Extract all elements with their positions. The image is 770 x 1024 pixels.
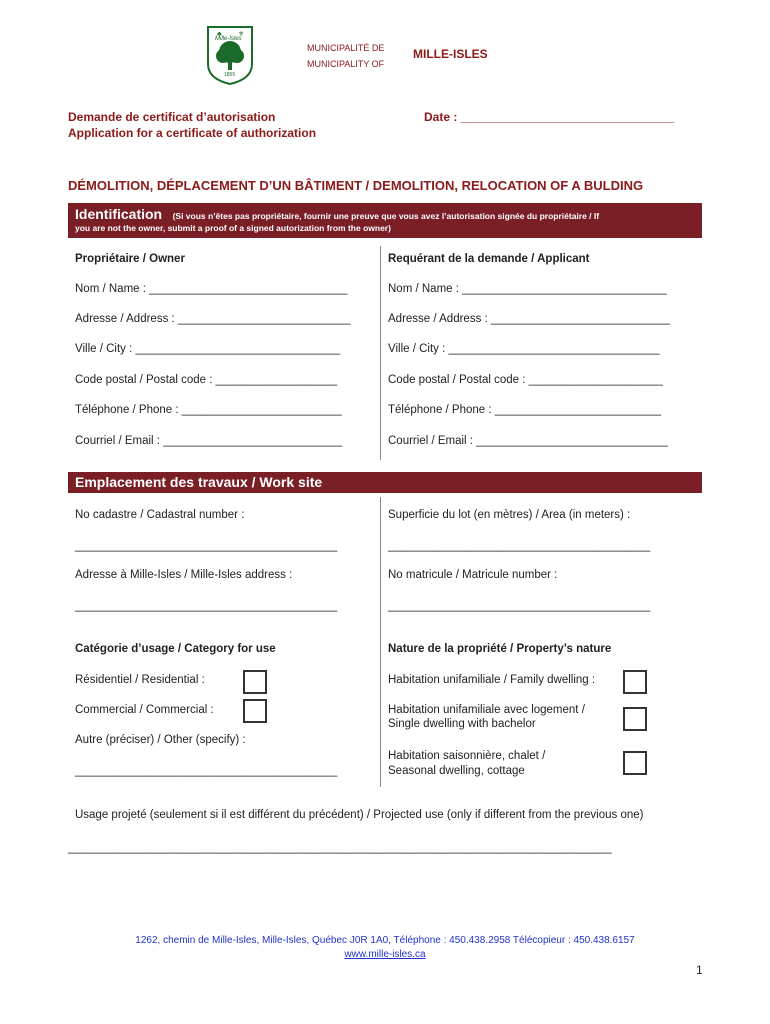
seasonal-checkbox[interactable] (623, 751, 647, 775)
bachelor-label-1: Habitation unifamiliale avec logement / (388, 704, 585, 716)
bachelor-label-2: Single dwelling with bachelor (388, 718, 536, 730)
municipality-label-en: MUNICIPALITY OF (307, 59, 385, 69)
worksite-divider (380, 497, 381, 787)
logo-text: Mille-Isles (215, 36, 242, 42)
area-label: Superficie du lot (en mètres) / Area (in meters) : (388, 509, 631, 521)
family-dwelling-checkbox[interactable] (623, 670, 647, 694)
nature-heading: Nature de la propriété / Property’s nature (388, 643, 612, 655)
applicant-city-field[interactable]: Ville / City : _________________________________ (388, 343, 660, 355)
bachelor-checkbox[interactable] (623, 707, 647, 731)
svg-text:⚜: ⚜ (238, 31, 245, 38)
category-heading: Catégorie d’usage / Category for use (75, 643, 276, 655)
request-title-fr: Demande de certificat d’autorisation (68, 110, 276, 124)
residential-checkbox[interactable] (243, 670, 267, 694)
seasonal-label-1: Habitation saisonnière, chalet / (388, 750, 546, 762)
footer-website-link[interactable] (0, 949, 770, 960)
logo-year: 1855 (224, 72, 236, 78)
request-title-en: Application for a certificate of authorization (68, 126, 317, 140)
applicant-phone-field[interactable]: Téléphone / Phone : __________________________ (388, 404, 662, 416)
municipality-name: MILLE-ISLES (413, 47, 488, 61)
identification-divider (380, 246, 381, 460)
site-address-label: Adresse à Mille-Isles / Mille-Isles address : (75, 569, 293, 581)
matricule-label: No matricule / Matricule number : (388, 569, 558, 581)
commercial-label: Commercial / Commercial : (75, 704, 214, 716)
worksite-title: Emplacement des travaux / Work site (75, 474, 323, 490)
municipality-logo (205, 24, 255, 86)
identification-note-2: you are not the owner, submit a proof of a signed autorization from the owner) (75, 223, 391, 233)
footer-website[interactable]: www.mille-isles.ca (344, 949, 426, 960)
matricule-field[interactable]: _________________________________________ (388, 600, 651, 612)
site-address-field[interactable]: _________________________________________ (75, 600, 338, 612)
projected-use-field[interactable]: _____________________________________________________________________________________ (68, 842, 612, 854)
identification-bar (68, 203, 702, 238)
owner-name-field[interactable]: Nom / Name : _______________________________ (75, 283, 348, 295)
cadastre-label: No cadastre / Cadastral number : (75, 509, 245, 521)
other-label: Autre (préciser) / Other (specify) : (75, 734, 246, 746)
owner-address-field[interactable]: Adresse / Address : ___________________________ (75, 313, 351, 325)
page-number: 1 (696, 963, 703, 977)
projected-use-label: Usage projeté (seulement si il est différent du précédent) / Projected use (only if different from the previous one) (75, 809, 644, 821)
owner-city-field[interactable]: Ville / City : ________________________________ (75, 343, 341, 355)
owner-postal-field[interactable]: Code postal / Postal code : ___________________ (75, 374, 338, 386)
commercial-checkbox[interactable] (243, 699, 267, 723)
svg-text:♣: ♣ (217, 31, 222, 38)
owner-phone-field[interactable]: Téléphone / Phone : _________________________ (75, 404, 342, 416)
residential-label: Résidentiel / Residential : (75, 674, 205, 686)
applicant-address-field[interactable]: Adresse / Address : ____________________________ (388, 313, 670, 325)
other-field[interactable]: _________________________________________ (75, 765, 338, 777)
cadastre-field[interactable]: _________________________________________ (75, 540, 338, 552)
applicant-email-field[interactable]: Courriel / Email : ______________________________ (388, 435, 669, 447)
applicant-postal-field[interactable]: Code postal / Postal code : _____________________ (388, 374, 663, 386)
worksite-bar (68, 472, 702, 493)
main-title: DÉMOLITION, DÉPLACEMENT D’UN BÂTIMENT / DEMOLITION, RELOCATION OF A BULDING (68, 178, 644, 193)
applicant-heading: Requérant de la demande / Applicant (388, 253, 590, 265)
municipality-label-fr: MUNICIPALITÉ DE (307, 43, 385, 53)
identification-title: Identification (75, 206, 163, 222)
applicant-name-field[interactable]: Nom / Name : ________________________________ (388, 283, 667, 295)
identification-note-1: (Si vous n’êtes pas propriétaire, fournir une preuve que vous avez l’autorisation signée du propriétaire / If (172, 211, 600, 221)
family-dwelling-label: Habitation unifamiliale / Family dwelling : (388, 674, 596, 686)
owner-email-field[interactable]: Courriel / Email : ____________________________ (75, 435, 343, 447)
seasonal-label-2: Seasonal dwelling, cottage (388, 765, 525, 777)
owner-heading: Propriétaire / Owner (75, 253, 185, 265)
date-field[interactable]: Date : ________________________________ (424, 110, 675, 124)
area-field[interactable]: _________________________________________ (388, 540, 651, 552)
footer-address: 1262, chemin de Mille-Isles, Mille-Isles, Québec J0R 1A0, Téléphone : 450.438.2958 Télécopieur : 450.438.6157 (135, 935, 635, 946)
